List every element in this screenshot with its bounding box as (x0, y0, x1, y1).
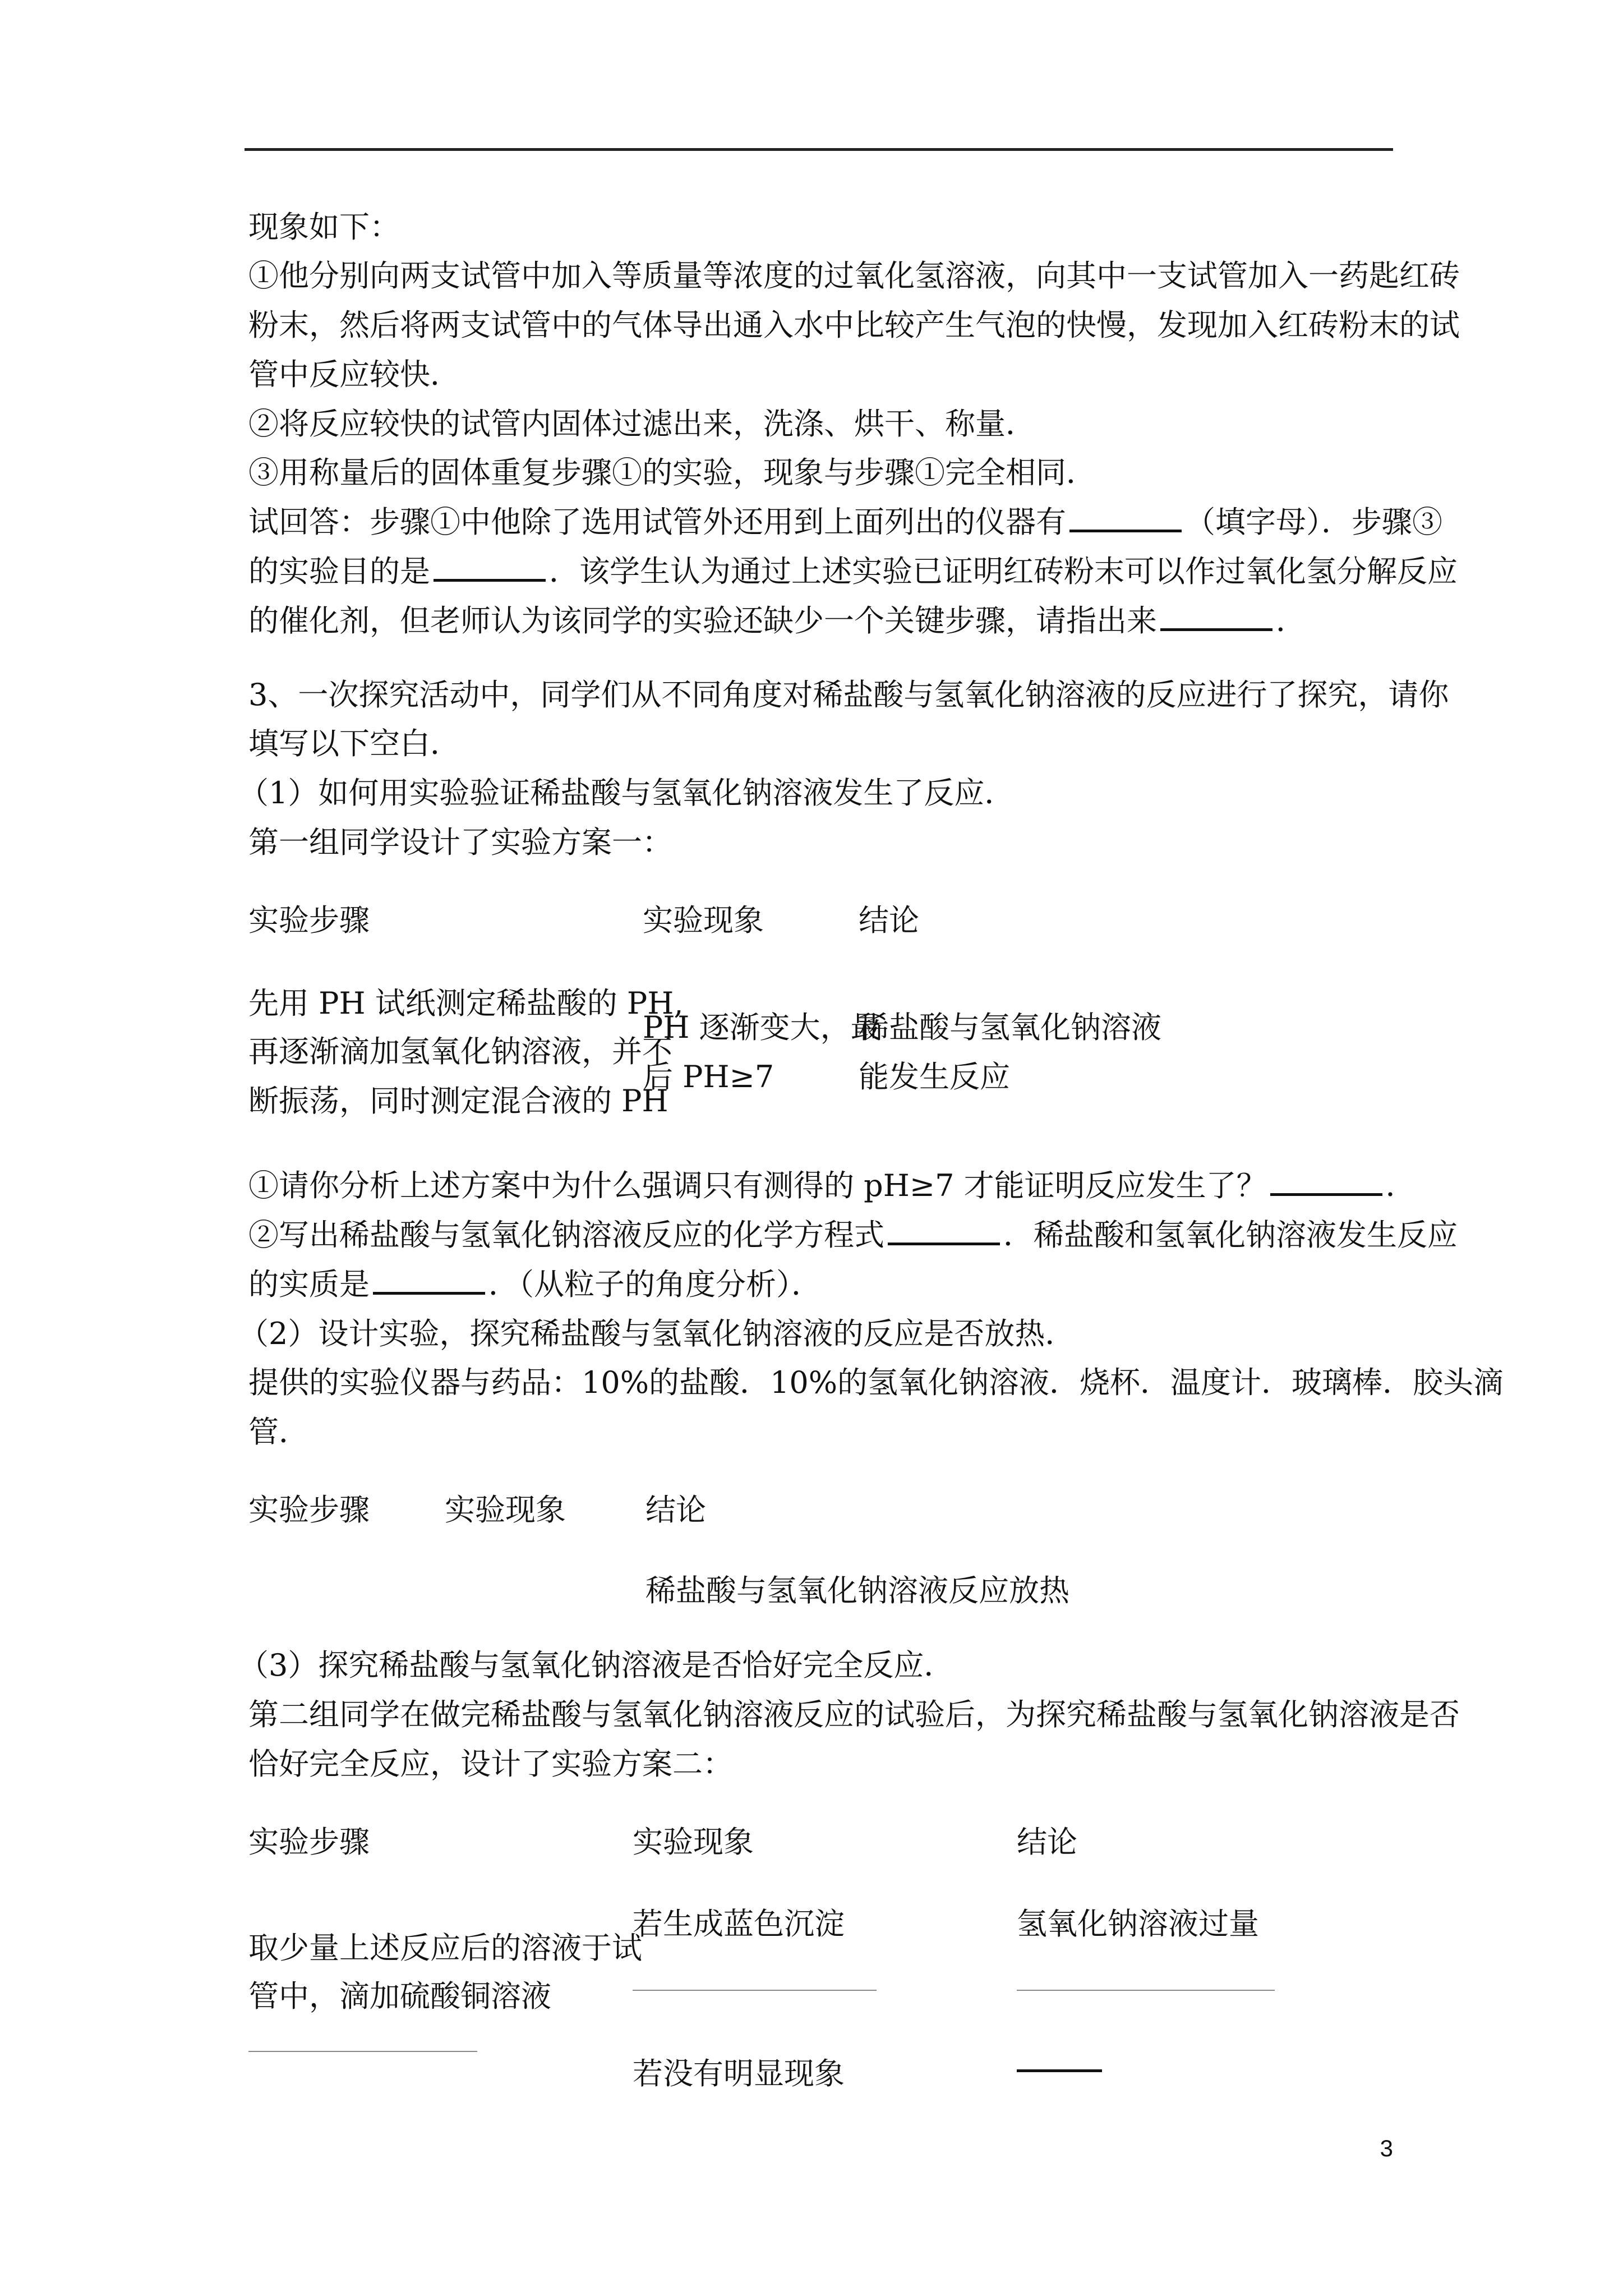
text-line: 现象如下： (248, 209, 400, 245)
answer-blank[interactable] (434, 579, 546, 582)
text-span: ①请你分析上述方案中为什么强调只有测得的 pH≥7 才能证明反应发生了？ (248, 1168, 1267, 1203)
table-cell: 再逐渐滴加氢氧化钠溶液，并不 (248, 1034, 672, 1069)
table-cell: PH 逐渐变大，最 (643, 1010, 881, 1045)
table-cell: 取少量上述反应后的溶液于试 (248, 1930, 642, 1966)
text-span: （填字母）．步骤③ (1185, 504, 1442, 540)
table-header: 实验步骤 (248, 903, 370, 938)
table-header: 实验现象 (633, 1824, 754, 1860)
text-line: 第二组同学在做完稀盐酸与氢氧化钠溶液反应的试验后，为探究稀盐酸与氢氧化钠溶液是否 (248, 1697, 1460, 1732)
table-header: 实验步骤 (248, 1824, 370, 1860)
text-line (248, 1269, 822, 1300)
table-header: 实验现象 (445, 1492, 566, 1527)
text-line (248, 556, 1458, 587)
answer-blank[interactable] (1069, 530, 1182, 532)
answer-blank[interactable] (1160, 628, 1272, 631)
text-line: 粉末，然后将两支试管中的气体导出通入水中比较产生气泡的快慢，发现加入红砖粉末的试 (248, 307, 1460, 343)
text-line: ③用称量后的固体重复步骤①的实验，现象与步骤①完全相同． (248, 455, 1096, 490)
text-span: ．该学生认为通过上述实验已证明红砖粉末可以作过氧化氢分解反应 (549, 554, 1458, 589)
answer-line[interactable] (1017, 1990, 1275, 1991)
text-line: 提供的实验仪器与药品：10%的盐酸．10%的氢氧化钠溶液．烧杯．温度计．玻璃棒．胶头滴 (248, 1365, 1504, 1400)
text-line: ①他分别向两支试管中加入等质量等浓度的过氧化氢溶液，向其中一支试管加入一药匙红砖 (248, 258, 1460, 293)
text-line: ②将反应较快的试管内固体过滤出来，洗涤、烘干、称量． (248, 406, 1036, 441)
text-span: 的实质是 (248, 1267, 370, 1302)
subquestion-3: （3）探究稀盐酸与氢氧化钠溶液是否恰好完全反应． (238, 1648, 955, 1683)
table-cell: 若生成蓝色沉淀 (633, 1906, 845, 1941)
answer-line[interactable] (633, 1990, 877, 1991)
answer-line[interactable] (248, 2051, 477, 2052)
text-span: ． (1385, 1168, 1416, 1203)
answer-blank[interactable] (373, 1292, 485, 1295)
table-cell: 能发生反应 (859, 1059, 1010, 1094)
text-line (248, 1168, 1416, 1203)
table-cell: 稀盐酸与氢氧化钠溶液 (859, 1010, 1161, 1045)
text-line: 填写以下空白． (248, 726, 460, 761)
table-header: 实验步骤 (248, 1492, 370, 1527)
text-span: 的催化剂，但老师认为该同学的实验还缺少一个关键步骤，请指出来 (248, 603, 1157, 638)
text-line (248, 603, 1306, 638)
text-line (248, 1217, 1458, 1253)
text-span: ．稀盐酸和氢氧化钠溶液发生反应 (1003, 1217, 1458, 1253)
text-line: 管． (248, 1414, 309, 1450)
table-cell: 氢氧化钠溶液过量 (1017, 1906, 1259, 1941)
table-cell: 后 PH≥7 (643, 1059, 774, 1094)
table-header: 结论 (1017, 1824, 1077, 1860)
text-span: 试回答：步骤①中他除了选用试管外还用到上面列出的仪器有 (248, 504, 1066, 540)
table-header: 结论 (859, 903, 919, 938)
table-cell: 断振荡，同时测定混合液的 PH (248, 1083, 668, 1119)
table-cell: 稀盐酸与氢氧化钠溶液反应放热 (645, 1573, 1069, 1608)
table-header: 结论 (645, 1492, 706, 1527)
text-line: 第一组同学设计了实验方案一： (248, 825, 672, 860)
table-header: 实验现象 (643, 903, 764, 938)
subquestion-1: （1）如何用实验验证稀盐酸与氢氧化钠溶液发生了反应． (238, 775, 1015, 811)
text-span: ②写出稀盐酸与氢氧化钠溶液反应的化学方程式 (248, 1217, 884, 1253)
text-line: 恰好完全反应，设计了实验方案二： (248, 1746, 733, 1782)
subquestion-2: （2）设计实验，探究稀盐酸与氢氧化钠溶液的反应是否放热． (238, 1316, 1076, 1351)
question-3-text: 3、一次探究活动中，同学们从不同角度对稀盐酸与氢氧化钠溶液的反应进行了探究，请你 (248, 677, 1449, 712)
page-number: 3 (1380, 2135, 1393, 2161)
text-line: 管中反应较快． (248, 357, 460, 392)
text-span: 的实验目的是 (248, 554, 430, 589)
answer-blank[interactable] (1270, 1193, 1382, 1196)
text-span: ． (1276, 603, 1306, 638)
answer-blank[interactable] (1017, 2069, 1102, 2072)
table-cell: 先用 PH 试纸测定稀盐酸的 PH, (248, 986, 684, 1021)
text-line (248, 504, 1442, 540)
table-cell: 管中，滴加硫酸铜溶液 (248, 1978, 551, 2014)
answer-blank[interactable] (888, 1243, 1000, 1245)
text-span: ．（从粒子的角度分析）． (488, 1267, 822, 1302)
header-rule (245, 148, 1393, 151)
table-cell: 若没有明显现象 (633, 2056, 845, 2091)
